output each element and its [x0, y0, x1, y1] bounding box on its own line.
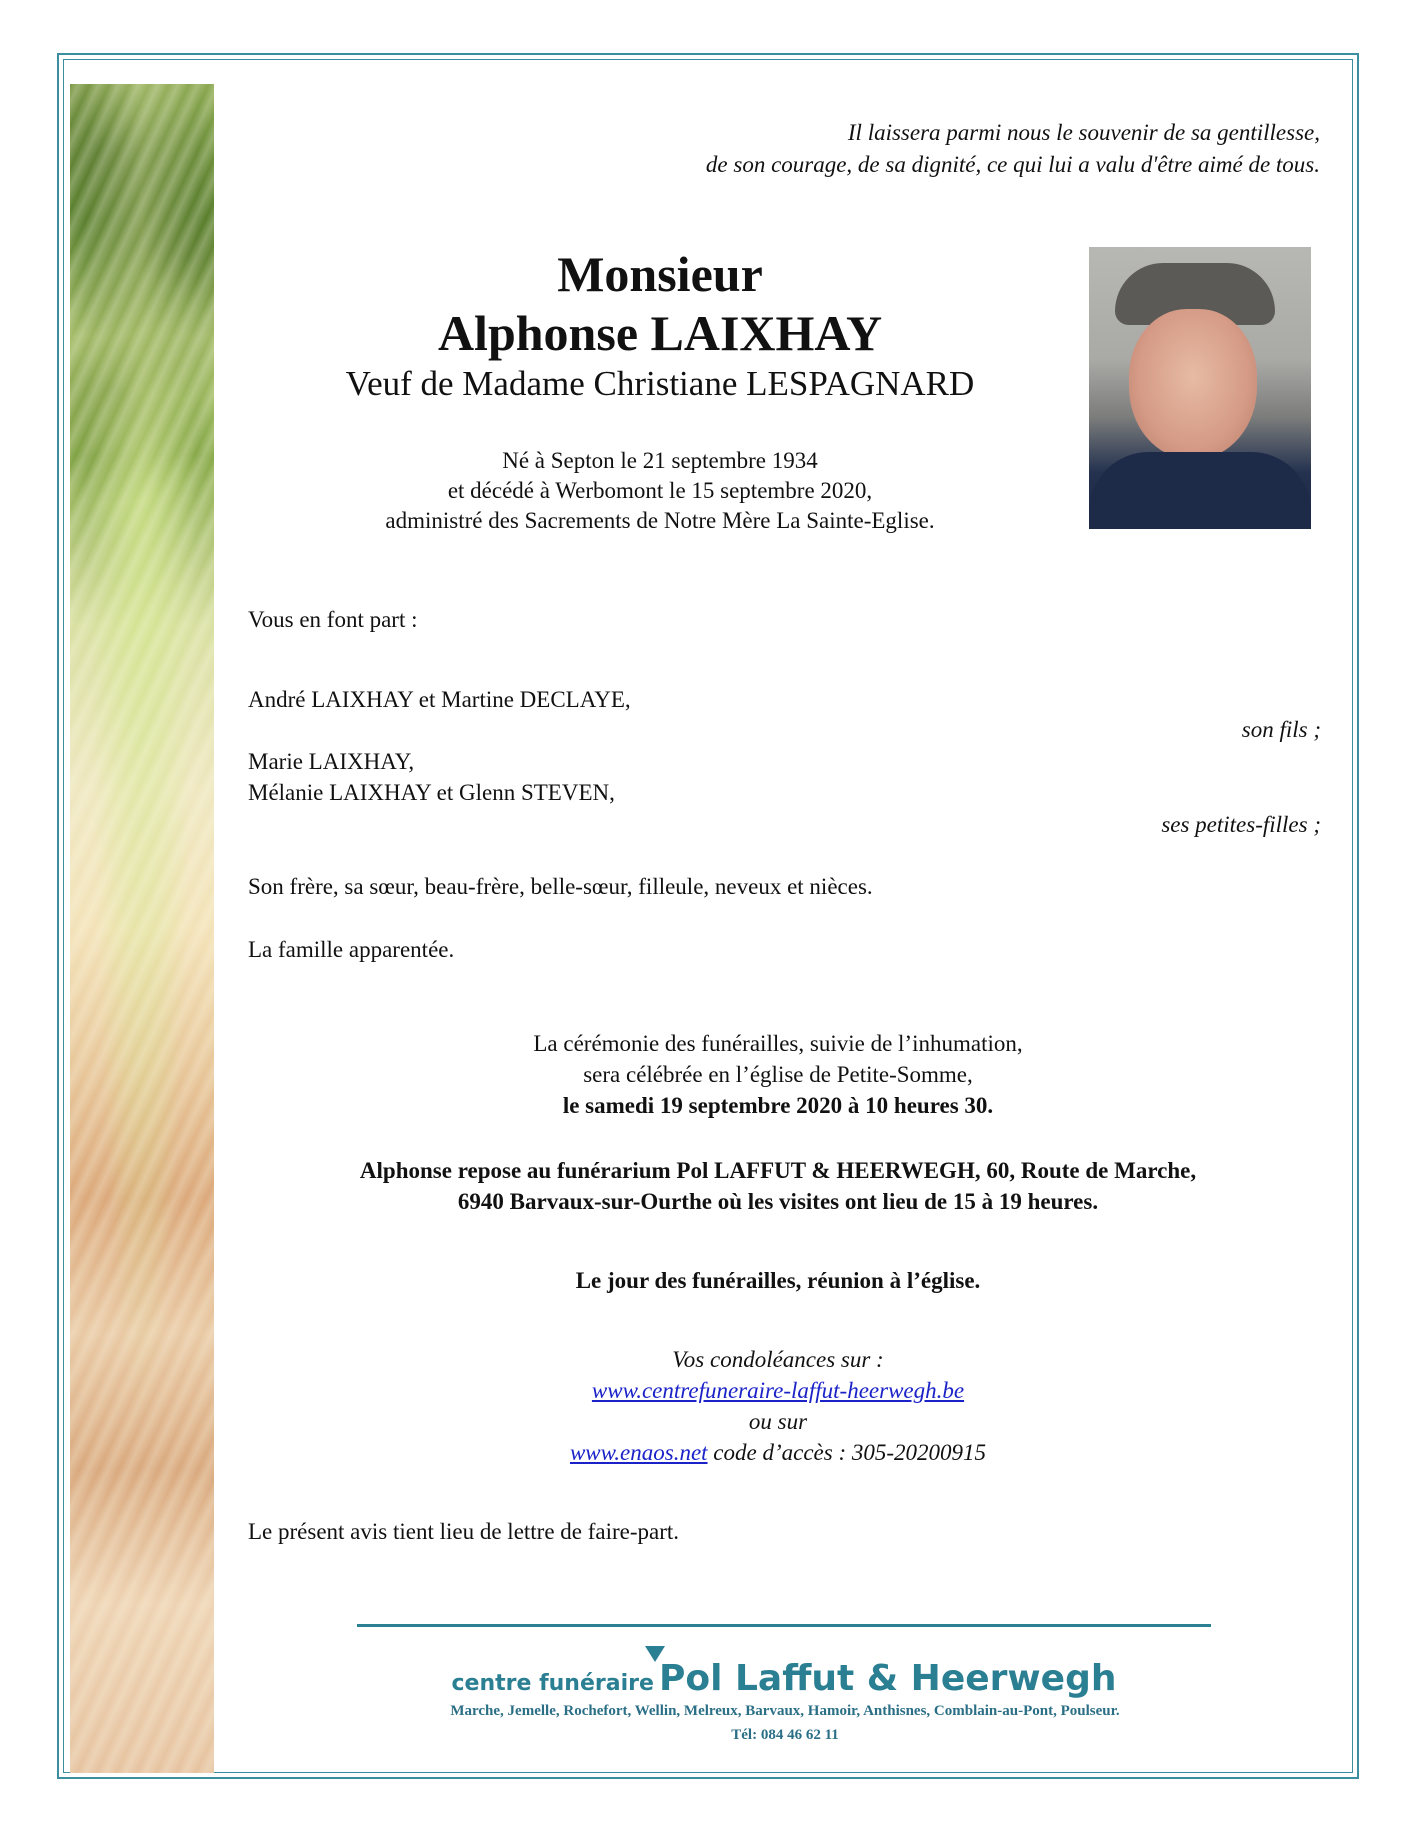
visitation-line-2: 6940 Barvaux-sur-Ourthe où les visites ont lieu de 15 à 19 heures.: [457, 1189, 1099, 1214]
sweater-shape: [1089, 452, 1311, 529]
forest-path-image: [70, 84, 214, 1773]
condolences-block: [248, 1344, 1308, 1468]
birth-death-block: [250, 446, 1070, 536]
meeting-line: Le jour des funérailles, réunion à l’église.: [575, 1268, 981, 1293]
granddaughter-2: Mélanie LAIXHAY et Glenn STEVEN,: [248, 780, 615, 805]
ceremony-date: le samedi 19 septembre 2020 à 10 heures 30.: [562, 1093, 994, 1118]
footer-towns: Marche, Jemelle, Rochefort, Wellin, Melreux, Barvaux, Hamoir, Anthisnes, Comblain-au-Pont, Poulseur.: [450, 1703, 1120, 1719]
honorific: Monsieur: [557, 246, 763, 302]
widower-line: Veuf de Madame Christiane LESPAGNARD: [345, 364, 975, 403]
announce-line: Vous en font part :: [248, 607, 418, 632]
quote-line-1: Il laissera parmi nous le souvenir de sa gentillesse,: [847, 120, 1320, 145]
funeral-center-link[interactable]: www.centrefuneraire-laffut-heerwegh.be: [591, 1378, 965, 1403]
closing-line: Le présent avis tient lieu de lettre de faire-part.: [248, 1519, 680, 1544]
deceased-name: Alphonse LAIXHAY: [437, 305, 883, 361]
funeral-home-logo: [357, 1658, 1211, 1699]
face-shape: [1129, 309, 1257, 459]
son-role: son fils ;: [1241, 717, 1321, 742]
ceremony-line-2: sera célébrée en l’église de Petite-Somme,: [583, 1062, 973, 1087]
ceremony-block: [248, 1028, 1308, 1121]
visitation-line-1: Alphonse repose au funérarium Pol LAFFUT & HEERWEGH, 60, Route de Marche,: [359, 1158, 1197, 1183]
visitation-block: [248, 1155, 1308, 1217]
born-line: Né à Septon le 21 septembre 1934: [502, 448, 818, 473]
access-code: code d’accès : 305-20200915: [707, 1440, 987, 1465]
brand-big: Pol Laffut & Heerwegh: [659, 1658, 1117, 1699]
granddaughters-role: ses petites-filles ;: [1161, 812, 1321, 837]
relatives-line: La famille apparentée.: [248, 937, 455, 962]
son-line: André LAIXHAY et Martine DECLAYE,: [248, 687, 631, 712]
brand-small: centre funéraire: [451, 1671, 654, 1696]
granddaughter-1: Marie LAIXHAY,: [248, 749, 415, 774]
light-rays: [70, 84, 214, 1773]
condolences-or: ou sur: [748, 1409, 808, 1434]
deceased-title: [250, 245, 1070, 405]
footer-tel: Tél: 084 46 62 11: [731, 1727, 839, 1743]
sacraments-line: administré des Sacrements de Notre Mère La Sainte-Eglise.: [385, 508, 935, 533]
portrait-photo: [1089, 247, 1311, 529]
memorial-quote: [420, 117, 1320, 181]
enaos-link[interactable]: www.enaos.net: [569, 1440, 708, 1465]
quote-line-2: de son courage, de sa dignité, ce qui lui a valu d'être aimé de tous.: [705, 152, 1320, 177]
footer-rule: [357, 1624, 1211, 1627]
died-line: et décédé à Werbomont le 15 septembre 2020,: [447, 478, 873, 503]
condolences-intro: Vos condoléances sur :: [672, 1347, 884, 1372]
ceremony-line-1: La cérémonie des funérailles, suivie de l’inhumation,: [533, 1031, 1023, 1056]
siblings-line: Son frère, sa sœur, beau-frère, belle-sœur, filleule, neveux et nièces.: [248, 874, 873, 899]
